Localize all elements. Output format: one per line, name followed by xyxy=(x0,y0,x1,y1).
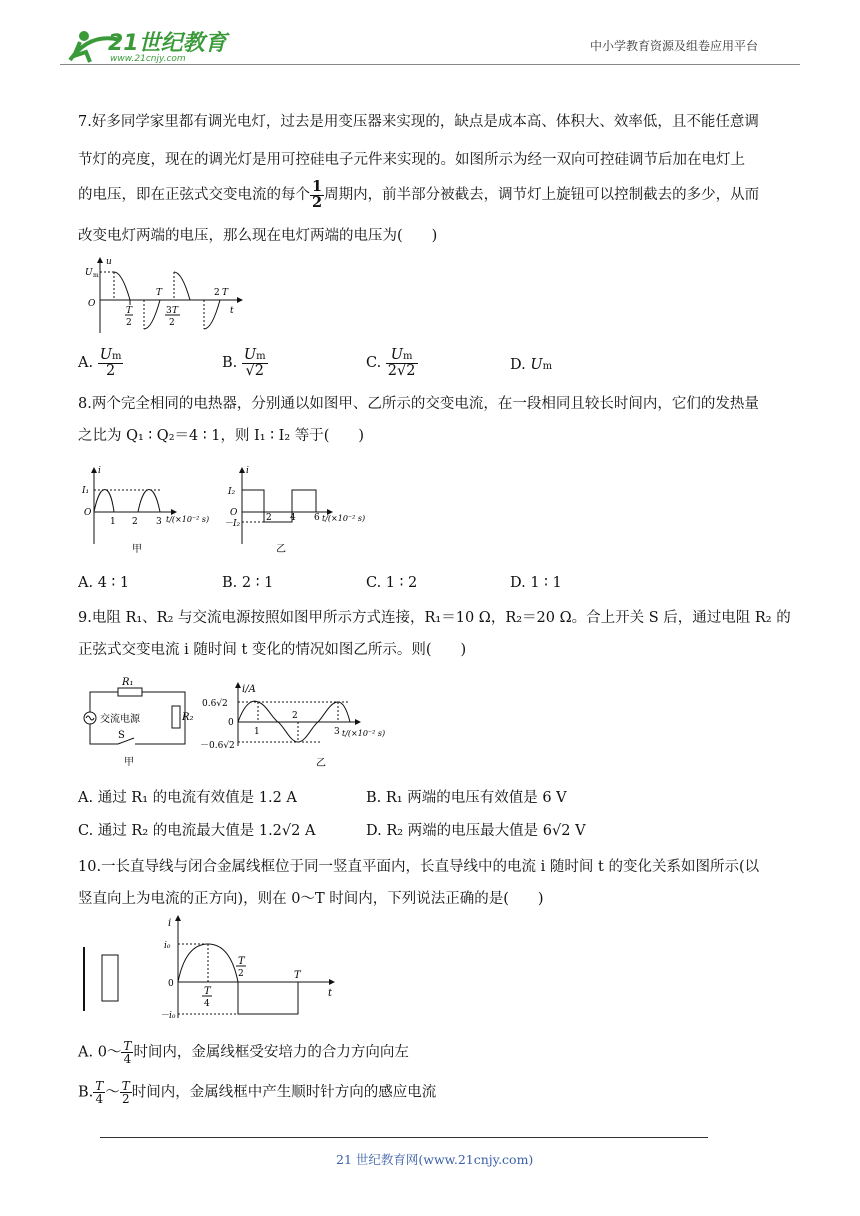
q7-option-c[interactable]: C. $\frac{Um}{2√2}$ xyxy=(366,347,416,379)
q7-origin: O xyxy=(88,299,96,309)
q8b-unit: t/(×10⁻² s) xyxy=(322,514,366,523)
q7-axis-u: u xyxy=(106,257,112,267)
q10-tick-T2-n: T xyxy=(238,956,245,967)
q7-tick-T: T xyxy=(156,288,163,298)
q7-option-a[interactable]: A. $\frac{Um}{2}$ xyxy=(78,347,122,379)
q9-circuit-r1: R₁ xyxy=(122,677,134,688)
q8b-axis-i: i xyxy=(246,466,249,476)
header-divider xyxy=(60,64,800,65)
q8a-axis-i: i xyxy=(98,466,101,476)
q10-label-i0: i₀ xyxy=(164,941,171,951)
q8-option-d[interactable]: D. 1 ∶ 1 xyxy=(510,575,562,591)
q7-tick-3T2-n: 3 xyxy=(166,306,172,316)
q7-fraction: $\frac{1}{2}$ xyxy=(312,178,323,211)
q9-circuit-caption: 甲 xyxy=(124,757,134,768)
footer-link[interactable]: 21 世纪教育网(www.21cnjy.com) xyxy=(336,1152,534,1167)
q10-option-a[interactable]: A. 0～ $\frac{T}{4}$ 时间内，金属线框受安培力的合力方向向左 xyxy=(78,1039,409,1066)
q10-axis-i: i xyxy=(168,918,172,929)
q8a-tick-3: 3 xyxy=(156,517,162,527)
q9-circuit-diagram xyxy=(80,672,200,772)
q8a-tick-2: 2 xyxy=(132,517,138,527)
q7-line-3a: 的电压，即在正弦式交变电流的每个 xyxy=(78,187,310,203)
q9-option-b[interactable]: B. R₁ 两端的电压有效值是 6 V xyxy=(366,790,567,806)
q9-tick-2: 2 xyxy=(292,711,298,721)
q9-line-2: 正弦式交变电流 i 随时间 t 变化的情况如图乙所示。则( ) xyxy=(78,642,467,658)
q7-line-3 xyxy=(78,180,759,210)
q7-axis-um-sub: m xyxy=(93,272,99,279)
q8a-tick-1: 1 xyxy=(110,517,116,527)
q10-tick-T2-d: 2 xyxy=(238,969,244,979)
q10-current-graph xyxy=(160,912,350,1024)
q7-axis-t: t xyxy=(230,306,234,316)
logo-url-text: www.21cnjy.com xyxy=(110,54,186,64)
q8-option-a[interactable]: A. 4 ∶ 1 xyxy=(78,575,130,591)
q9-circuit-r2: R₂ xyxy=(182,712,194,723)
header-platform-text: 中小学教育资源及组卷应用平台 xyxy=(590,39,759,53)
q8a-caption: 甲 xyxy=(132,544,142,555)
q10-origin: 0 xyxy=(168,979,174,989)
q7-tick-3T2-T: T xyxy=(172,306,179,316)
q7-voltage-graph xyxy=(80,255,245,335)
q10-label-neg: －i₀ xyxy=(160,1011,176,1021)
q10-axis-t: t xyxy=(328,988,333,999)
q9-tick-1: 1 xyxy=(254,727,260,737)
q9-line-1: 9.电阻 R₁、R₂ 与交流电源按照如图甲所示方式连接，R₁＝10 Ω，R₂＝20 Ω。合上开关 S 后，通过电阻 R₂ 的 xyxy=(78,610,791,626)
q8a-label-I1: I₁ xyxy=(82,486,90,496)
q9-option-c[interactable]: C. 通过 R₂ 的电流最大值是 1.2√2 A xyxy=(78,823,316,839)
q8b-tick-2: 2 xyxy=(266,513,272,523)
q8-graph-b xyxy=(222,462,382,557)
q8b-label-negI2: －I₂ xyxy=(224,519,241,529)
q7-tick-2T-n: 2 xyxy=(214,288,220,298)
q10-line-1: 10.一长直导线与闭合金属线框位于同一竖直平面内，长直导线中的电流 i 随时间 t 的变化关系如图所示(以 xyxy=(78,859,760,875)
q7-line-1: 7.好多同学家里都有调光电灯，过去是用变压器来实现的，缺点是成本高、体积大、效率低，且不能任意调 xyxy=(78,114,759,130)
q9-unit: t/(×10⁻² s) xyxy=(342,729,386,738)
q7-line-2: 节灯的亮度，现在的调光灯是用可控硅电子元件来实现的。如图所示为经一双向可控硅调节后加在电灯上 xyxy=(78,152,745,168)
q9-label-zero: 0 xyxy=(228,718,234,728)
q7-tick-2T-T: T xyxy=(222,288,229,298)
q7-axis-um: U xyxy=(85,268,93,278)
q10-tick-T: T xyxy=(294,970,301,981)
q9-label-neg: －0.6√2 xyxy=(200,741,235,751)
q8b-tick-4: 4 xyxy=(290,513,296,523)
q9-option-a[interactable]: A. 通过 R₁ 的电流有效值是 1.2 A xyxy=(78,790,297,806)
q9-graph-caption: 乙 xyxy=(316,758,326,769)
q8-graph-a xyxy=(80,462,225,557)
q8-option-b[interactable]: B. 2 ∶ 1 xyxy=(222,575,274,591)
q8a-origin: O xyxy=(84,508,92,518)
q7-line-4: 改变电灯两端的电压，那么现在电灯两端的电压为( ) xyxy=(78,228,438,244)
q9-label-pos: 0.6√2 xyxy=(202,699,228,709)
q10-tick-T4-n: T xyxy=(204,986,211,997)
q8b-caption: 乙 xyxy=(276,544,286,555)
logo-main-text: 21世纪教育 xyxy=(108,31,227,56)
q9-circuit-source: 交流电源 xyxy=(100,714,140,725)
q8b-label-I2: I₂ xyxy=(228,487,236,497)
q7-tick-3T2-d: 2 xyxy=(169,318,175,328)
q10-wire-and-loop xyxy=(80,945,130,1015)
q7-line-3b: 周期内，前半部分被截去，调节灯上旋钮可以控制截去的多少，从而 xyxy=(324,187,760,203)
q9-current-graph xyxy=(200,680,400,772)
q7-option-b[interactable]: B. $\frac{Um}{√2}$ xyxy=(222,347,266,379)
q10-tick-T4-d: 4 xyxy=(204,999,210,1009)
footer-divider xyxy=(100,1137,708,1138)
q8a-unit: t/(×10⁻² s) xyxy=(166,515,210,524)
q8b-origin: O xyxy=(230,508,238,518)
q7-tick-T2-d: 2 xyxy=(126,318,132,328)
q8b-tick-6: 6 xyxy=(314,513,320,523)
q10-line-2: 竖直向上为电流的正方向)，则在 0～T 时间内，下列说法正确的是( ) xyxy=(78,891,544,907)
q8-line-1: 8.两个完全相同的电热器，分别通以如图甲、乙所示的交变电流，在一段相同且较长时间内，它们的发热量 xyxy=(78,396,759,412)
q9-circuit-switch: S xyxy=(118,730,125,741)
q9-option-d[interactable]: D. R₂ 两端的电压最大值是 6√2 V xyxy=(366,823,586,839)
q8-option-c[interactable]: C. 1 ∶ 2 xyxy=(366,575,418,591)
q7-option-d[interactable]: D. Um xyxy=(510,357,553,373)
q8-line-2: 之比为 Q₁ ∶ Q₂＝4 ∶ 1，则 I₁ ∶ I₂ 等于( ) xyxy=(78,428,365,444)
q7-tick-T2-n: T xyxy=(126,306,133,316)
q9-axis-ia: i/A xyxy=(242,684,256,695)
q9-tick-3: 3 xyxy=(334,727,340,737)
q10-option-b[interactable]: B. $\frac{T}{4}$ ～ $\frac{T}{2}$ 时间内，金属线框中产生顺时针方向的感应电流 xyxy=(78,1079,437,1106)
